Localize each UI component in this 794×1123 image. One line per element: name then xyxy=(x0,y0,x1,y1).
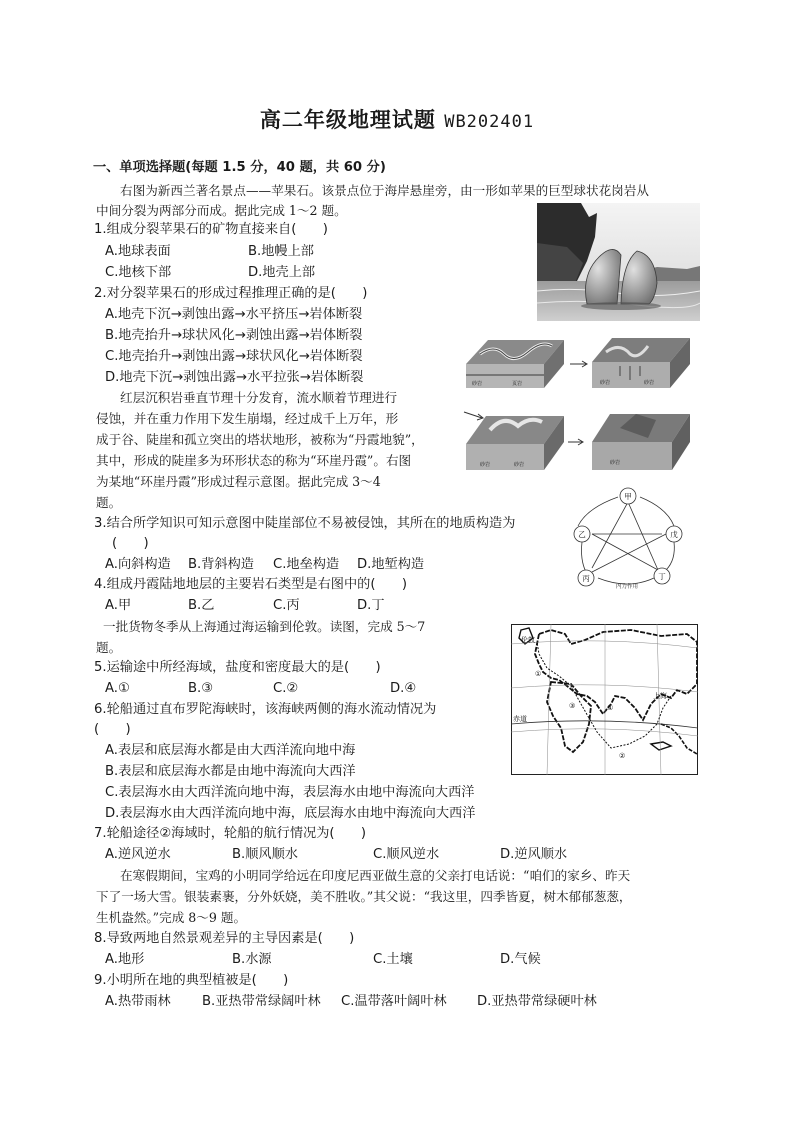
q2-stem: 2.对分裂苹果石的形成过程推理正确的是( ) xyxy=(94,286,368,301)
q2-option-b: B.地壳抬升→球状风化→剥蚀出露→岩体断裂 xyxy=(105,328,363,343)
q7-option-a: A.逆风逆水 xyxy=(105,847,171,862)
block-4 xyxy=(592,414,690,470)
q9-option-a: A.热带雨林 xyxy=(105,994,171,1009)
q3-paren: ( ) xyxy=(112,536,149,551)
q9-stem: 9.小明所在地的典型植被是( ) xyxy=(94,973,289,988)
block-3 xyxy=(466,416,564,470)
q5-option-a: A.① xyxy=(105,681,130,696)
q5-stem: 5.运输途中所经海域，盐度和密度最大的是( ) xyxy=(94,660,381,675)
q6-option-c: C.表层海水由大西洋流向地中海，表层海水由地中海流向大西洋 xyxy=(105,785,475,800)
q7-option-b: B.顺风顺水 xyxy=(232,847,298,862)
intro-3-line-2: 题。 xyxy=(96,640,122,655)
q4-option-c: C.丙 xyxy=(273,598,300,613)
q3-option-d: D.地堑构造 xyxy=(357,557,425,572)
marker-2: ② xyxy=(619,752,626,760)
intro-2-line-3: 成于谷、陡崖和孤立突出的塔状地形，被称为“丹霞地貌”， xyxy=(96,432,424,447)
label-sandstone-1: 砂岩 xyxy=(472,381,483,387)
label-sandstone-3: 砂岩 xyxy=(644,380,655,386)
q7-stem: 7.轮船途径②海域时，轮船的航行情况为( ) xyxy=(94,826,367,841)
q5-option-d: D.④ xyxy=(390,681,417,696)
q2-option-a: A.地壳下沉→剥蚀出露→水平挤压→岩体断裂 xyxy=(105,307,363,322)
intro-1-line-1: 右图为新西兰著名景点——苹果石。该景点位于海岸悬崖旁，由一形如苹果的巨型球状花岗岩从 xyxy=(120,183,649,198)
q6-option-d: D.表层海水由大西洋流向地中海，底层海水由地中海流向大西洋 xyxy=(105,806,476,821)
q8-option-b: B.水源 xyxy=(232,952,272,967)
intro-2-line-5: 为某地“环崖丹霞”形成过程示意图。据此完成 3～4 xyxy=(96,474,381,489)
q1-option-c: C.地核下部 xyxy=(105,265,172,280)
q3-stem: 3.结合所学知识可知示意图中陡崖部位不易被侵蚀，其所在的地质构造为 xyxy=(94,516,516,531)
q4-option-d: D.丁 xyxy=(357,598,385,613)
danxia-formation-diagram xyxy=(460,330,696,474)
page-title xyxy=(0,104,794,134)
label-internal-force: 内力作用 xyxy=(616,584,639,590)
marker-1: ① xyxy=(535,670,542,678)
q6-paren: ( ) xyxy=(94,722,131,737)
intro-2-line-6: 题。 xyxy=(96,495,122,510)
label-yi: 乙 xyxy=(578,530,586,539)
marker-4: ④ xyxy=(607,704,614,712)
section-heading: 一、单项选择题(每题 1.5 分，40 题，共 60 分) xyxy=(93,160,386,175)
label-sandstone-4: 砂岩 xyxy=(480,462,491,468)
label-sandstone-6: 砂岩 xyxy=(610,460,621,466)
q4-option-b: B.乙 xyxy=(188,598,215,613)
q7-option-d: D.逆风顺水 xyxy=(500,847,568,862)
block-1 xyxy=(466,340,564,388)
intro-1-line-2: 中间分裂为两部分而成。据此完成 1～2 题。 xyxy=(96,203,347,218)
marker-3: ③ xyxy=(569,702,576,710)
q5-option-b: B.③ xyxy=(188,681,214,696)
q4-stem: 4.组成丹霞陆地地层的主要岩石类型是右图中的( ) xyxy=(94,577,407,592)
intro-4-line-3: 生机盎然。”完成 8～9 题。 xyxy=(96,910,247,925)
q9-option-b: B.亚热带常绿阔叶林 xyxy=(202,994,321,1009)
q3-option-b: B.背斜构造 xyxy=(188,557,254,572)
q8-option-d: D.气候 xyxy=(500,952,541,967)
q6-stem: 6.轮船通过直布罗陀海峡时，该海峡两侧的海水流动情况为 xyxy=(94,702,437,717)
q4-option-a: A.甲 xyxy=(105,598,132,613)
q8-stem: 8.导致两地自然景观差异的主导因素是( ) xyxy=(94,931,355,946)
q6-option-b: B.表层和底层海水都是由地中海流向大西洋 xyxy=(105,764,356,779)
rock-cycle-diagram xyxy=(562,486,696,592)
q9-option-c: C.温带落叶阔叶林 xyxy=(341,994,447,1009)
intro-2-line-4: 其中，形成的陡崖多为环形状态的称为“环崖丹霞”。右图 xyxy=(96,453,412,468)
q1-option-b: B.地幔上部 xyxy=(248,244,314,259)
q5-option-c: C.② xyxy=(273,681,299,696)
intro-4-line-2: 下了一场大雪。银装素裹，分外妖娆，美不胜收。”其父说：“我这里，四季皆夏，树木郁郁葱葱， xyxy=(96,889,632,904)
intro-3-line-1: 一批货物冬季从上海通过海运输到伦敦。读图，完成 5～7 xyxy=(103,619,426,634)
label-shanghai: 上海 xyxy=(653,692,667,700)
label-ding: 丁 xyxy=(658,572,666,581)
q1-stem: 1.组成分裂苹果石的矿物直接来自( ) xyxy=(94,222,328,237)
label-jia: 甲 xyxy=(624,492,632,501)
q9-option-d: D.亚热带常绿硬叶林 xyxy=(477,994,597,1009)
q3-option-a: A.向斜构造 xyxy=(105,557,171,572)
shipping-route-map xyxy=(511,624,698,775)
split-apple-rock-photo xyxy=(537,203,700,321)
q2-option-c: C.地壳抬升→剥蚀出露→球状风化→岩体断裂 xyxy=(105,349,363,364)
intro-4-line-1: 在寒假期间，宝鸡的小明同学给远在印度尼西亚做生意的父亲打电话说：“咱们的家乡、昨天 xyxy=(120,868,631,883)
title-code: WB202401 xyxy=(444,112,535,132)
q8-option-a: A.地形 xyxy=(105,952,145,967)
q1-option-d: D.地壳上部 xyxy=(248,265,316,280)
label-sandstone-5: 砂岩 xyxy=(514,462,525,468)
block-2 xyxy=(592,338,690,388)
title-main: 高二年级地理试题 xyxy=(259,108,436,132)
q1-option-a: A.地球表面 xyxy=(105,244,171,259)
label-wu: 戊 xyxy=(670,530,678,539)
q8-option-c: C.土壤 xyxy=(373,952,413,967)
label-bing: 丙 xyxy=(582,574,590,583)
q2-option-d: D.地壳下沉→剥蚀出露→水平拉张→岩体断裂 xyxy=(105,370,364,385)
label-equator: 赤道 xyxy=(513,715,527,723)
label-london: 伦敦 xyxy=(521,636,535,644)
q7-option-c: C.顺风逆水 xyxy=(373,847,440,862)
intro-2-line-1: 红层沉积岩垂直节理十分发育，流水顺着节理进行 xyxy=(120,390,398,405)
label-sandstone-2: 砂岩 xyxy=(600,380,611,386)
q3-option-c: C.地垒构造 xyxy=(273,557,340,572)
intro-2-line-2: 侵蚀，并在重力作用下发生崩塌，经过成千上万年，形 xyxy=(96,411,399,426)
label-shale-1: 页岩 xyxy=(512,381,523,387)
q6-option-a: A.表层和底层海水都是由大西洋流向地中海 xyxy=(105,743,356,758)
